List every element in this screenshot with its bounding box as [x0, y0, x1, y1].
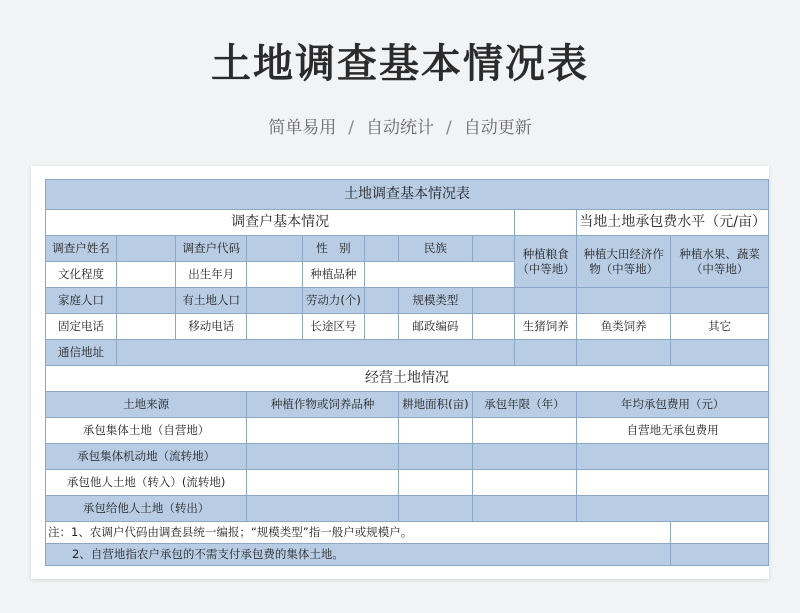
tag-easy: 简单易用: [268, 118, 337, 138]
col-grain-fee: 种植粮食（中等地）: [515, 236, 577, 288]
col-crop-or-livestock: 种植作物或饲养品种: [247, 392, 399, 418]
land-operation-header: 经营土地情况: [46, 366, 769, 392]
input-landline[interactable]: [116, 314, 175, 340]
input-address[interactable]: [116, 340, 514, 366]
input-crop[interactable]: [247, 444, 399, 470]
tag-auto-stat: 自动统计: [366, 118, 434, 138]
input-years[interactable]: [472, 444, 577, 470]
page-title: 土地调查基本情况表: [211, 41, 589, 87]
label-household-name: 调查户姓名: [46, 236, 117, 262]
input-birth-date[interactable]: [247, 262, 303, 288]
tag-separator: /: [348, 118, 354, 138]
annual-fee-value[interactable]: 自营地无承包费用: [577, 418, 769, 444]
input-area[interactable]: [399, 496, 473, 522]
note-line: 注：1、农调户代码由调查县统一编报；“规模类型”指一般户或规模户。: [46, 522, 671, 544]
col-fruit-veg-fee: 种植水果、蔬菜（中等地）: [671, 236, 769, 288]
label-family-size: 家庭人口: [46, 288, 117, 314]
col-cash-crop-fee: 种植大田经济作物（中等地）: [577, 236, 671, 288]
tag-separator: /: [446, 118, 452, 138]
survey-table: [45, 179, 769, 566]
input-area-code[interactable]: [364, 314, 398, 340]
label-other: 其它: [671, 314, 769, 340]
annual-fee-value[interactable]: [577, 444, 769, 470]
input-years[interactable]: [472, 418, 577, 444]
cell[interactable]: [671, 522, 769, 544]
input-household-name[interactable]: [116, 236, 175, 262]
land-source-row: 承包给他人土地（转出）: [46, 496, 247, 522]
input-crop[interactable]: [247, 418, 399, 444]
land-source-row: 承包他人土地（转入）(流转地): [46, 470, 247, 496]
label-birth-date: 出生年月: [176, 262, 247, 288]
spreadsheet-preview: [31, 166, 769, 579]
input-household-code[interactable]: [247, 236, 303, 262]
col-land-source: 土地来源: [46, 392, 247, 418]
label-ethnicity: 民族: [399, 236, 473, 262]
input-scale-type[interactable]: [472, 288, 515, 314]
input-cash-crop-fee[interactable]: [577, 288, 671, 314]
input-labor-force[interactable]: [364, 288, 398, 314]
input-area[interactable]: [399, 418, 473, 444]
label-fish-farming: 鱼类饲养: [577, 314, 671, 340]
input-crop[interactable]: [247, 496, 399, 522]
label-labor-force: 劳动力(个): [302, 288, 364, 314]
label-crop-variety: 种植品种: [302, 262, 364, 288]
label-pig-farming: 生猪饲养: [515, 314, 577, 340]
input-other[interactable]: [671, 340, 769, 366]
annual-fee-value[interactable]: [577, 470, 769, 496]
label-scale-type: 规模类型: [399, 288, 473, 314]
tag-auto-update: 自动更新: [463, 118, 532, 138]
label-household-code: 调查户代码: [176, 236, 247, 262]
input-mobile[interactable]: [247, 314, 303, 340]
input-education[interactable]: [116, 262, 175, 288]
input-family-size[interactable]: [116, 288, 175, 314]
label-landline: 固定电话: [46, 314, 117, 340]
input-land-population[interactable]: [247, 288, 303, 314]
label-mobile: 移动电话: [176, 314, 247, 340]
sheet-title: 土地调查基本情况表: [46, 180, 769, 210]
input-ethnicity[interactable]: [472, 236, 515, 262]
land-source-row: 承包集体土地（自营地）: [46, 418, 247, 444]
input-pig-farming[interactable]: [515, 340, 577, 366]
label-postal-code: 邮政编码: [399, 314, 473, 340]
input-gender[interactable]: [364, 236, 398, 262]
col-contract-years: 承包年限（年）: [472, 392, 577, 418]
household-info-header: 调查户基本情况: [46, 210, 515, 236]
label-gender: 性 别: [302, 236, 364, 262]
land-source-row: 承包集体机动地（流转地）: [46, 444, 247, 470]
annual-fee-value[interactable]: [577, 496, 769, 522]
input-fruit-veg-fee[interactable]: [671, 288, 769, 314]
input-grain-fee[interactable]: [515, 288, 577, 314]
input-postal-code[interactable]: [472, 314, 515, 340]
input-years[interactable]: [472, 496, 577, 522]
cell[interactable]: [515, 210, 577, 236]
input-fish-farming[interactable]: [577, 340, 671, 366]
label-area-code: 长途区号: [302, 314, 364, 340]
contract-fee-header: 当地土地承包费水平（元/亩）: [577, 210, 769, 236]
subtitle-tags: [0, 113, 800, 138]
input-area[interactable]: [399, 444, 473, 470]
label-land-population: 有土地人口: [176, 288, 247, 314]
col-annual-fee: 年均承包费用（元）: [577, 392, 769, 418]
cell[interactable]: [671, 544, 769, 566]
input-crop-variety[interactable]: [364, 262, 514, 288]
col-farmland-area: 耕地面积(亩): [399, 392, 473, 418]
note-line: 2、自营地指农户承包的不需支付承包费的集体土地。: [46, 544, 671, 566]
input-crop[interactable]: [247, 470, 399, 496]
input-area[interactable]: [399, 470, 473, 496]
label-address: 通信地址: [46, 340, 117, 366]
label-education: 文化程度: [46, 262, 117, 288]
input-years[interactable]: [472, 470, 577, 496]
